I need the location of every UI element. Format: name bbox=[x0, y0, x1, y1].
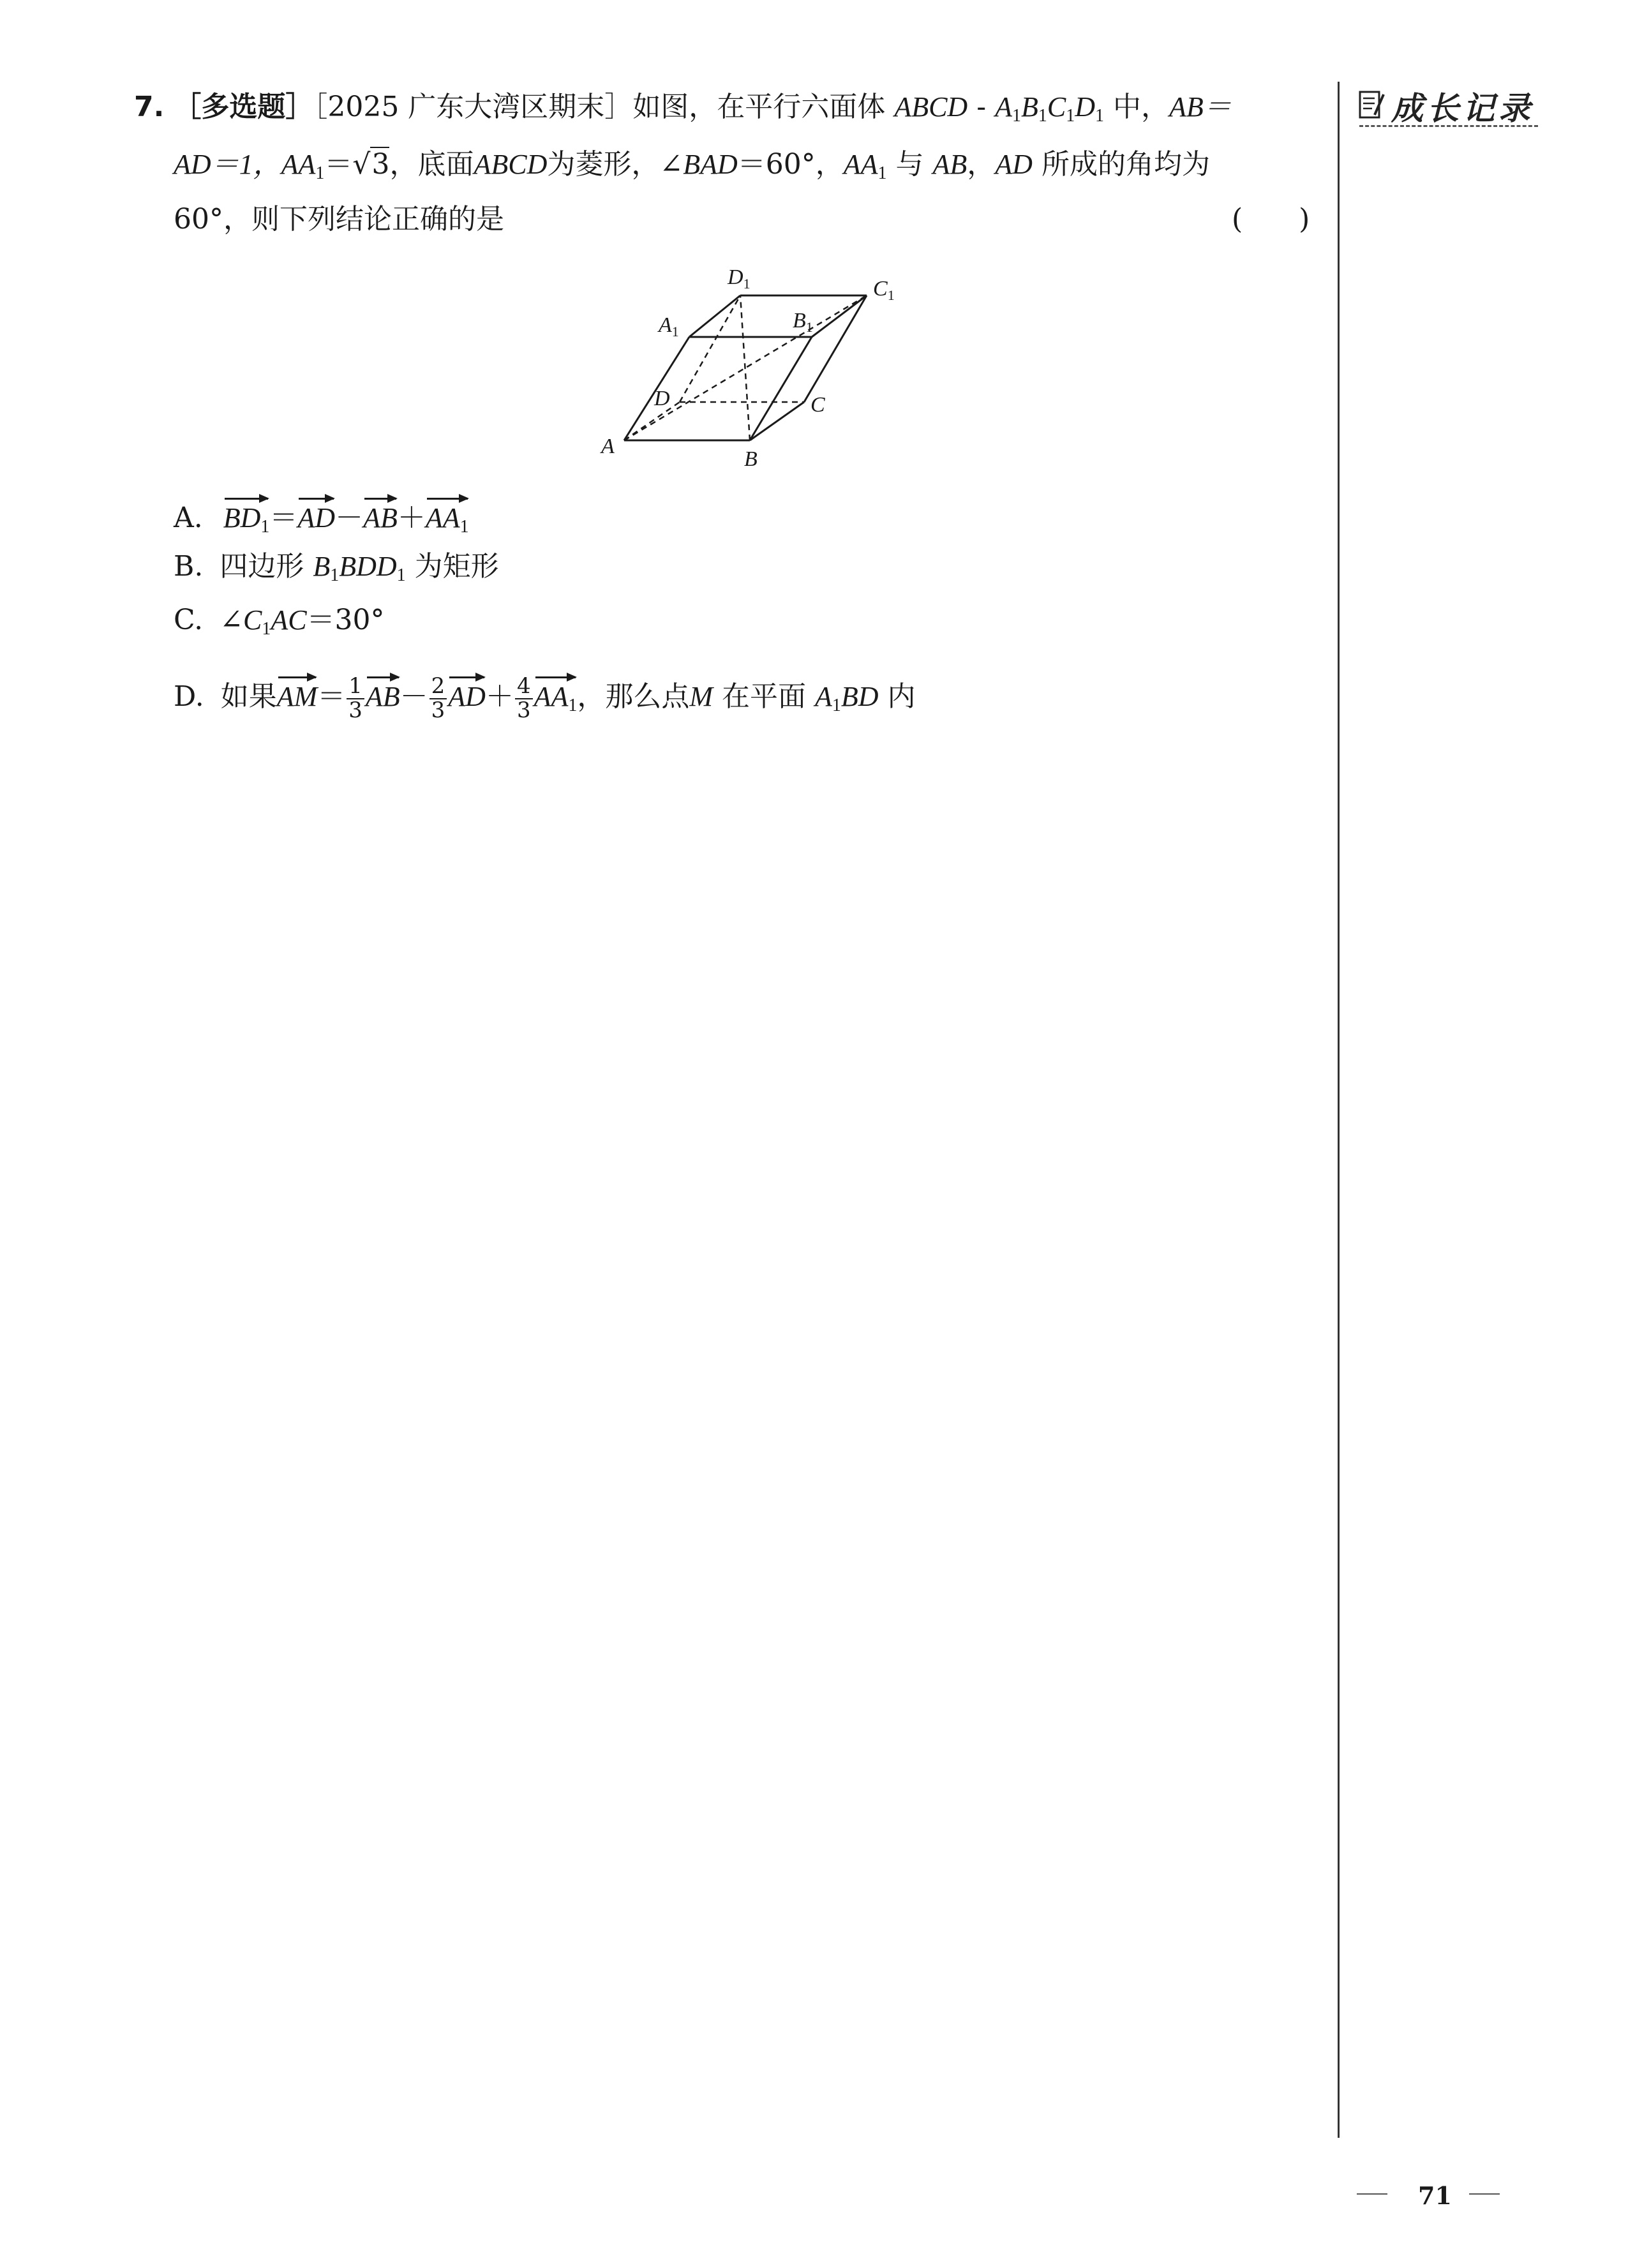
sidebar-title: 成长记录 bbox=[1391, 90, 1534, 127]
edge-A1-D1 bbox=[689, 295, 740, 337]
question-line-1: 7. ［多选题］［2025 广东大湾区期末］如图，在平行六面体 ABCD - $A_1B_1C_1D_1$ 中，AB＝ bbox=[134, 91, 1232, 126]
option-c[interactable]: C. $\angle C_1AC=30^\circ$ bbox=[174, 604, 385, 639]
edge-C-C1 bbox=[804, 295, 867, 402]
sidebar-underline bbox=[1359, 125, 1538, 127]
vector-AD: AD bbox=[297, 496, 335, 532]
diagonal-B-D1 bbox=[740, 295, 750, 440]
page-number: 71 bbox=[1418, 2181, 1452, 2210]
label-D: D bbox=[654, 387, 670, 410]
parallelepiped-figure bbox=[587, 258, 919, 475]
label-D1: $D_1$ bbox=[728, 265, 751, 292]
option-b[interactable]: B. 四边形 $B_1BDD_1$ 为矩形 bbox=[174, 550, 499, 585]
label-A1: $A_1$ bbox=[659, 313, 679, 339]
label-C1: $C_1$ bbox=[873, 277, 895, 303]
label-C: C bbox=[810, 393, 825, 417]
edge-D-D1 bbox=[680, 295, 740, 402]
edge-B1-C1 bbox=[812, 295, 867, 337]
question-line-2: AD＝1，$AA_1=√3$，底面ABCD为菱形，∠BAD＝60°，$AA_1$ 与 AB，AD 所成的角均为 bbox=[174, 148, 1210, 183]
edge-B-B1 bbox=[750, 337, 812, 440]
label-A: A bbox=[601, 435, 615, 458]
fraction-4-3: $\frac{4}{3}$ bbox=[515, 675, 533, 722]
page-number-dash-left bbox=[1357, 2193, 1387, 2195]
vector-AA1: $AA_1$ bbox=[426, 496, 469, 536]
label-B1: $B_1$ bbox=[793, 309, 813, 335]
option-d[interactable]: D. 如果AM＝ $\frac{1}{3}$ AB－ $\frac{2}{3}$ AD＋ $\frac{4}{3}$ $AA_1$，那么点M 在平面 $A_1BD$ 内 bbox=[174, 673, 916, 723]
question-line-3: 60°，则下列结论正确的是 bbox=[174, 203, 504, 235]
fraction-1-3: $\frac{1}{3}$ bbox=[347, 675, 364, 722]
vector-AB: AB bbox=[363, 496, 398, 532]
edge-B-C bbox=[750, 402, 804, 440]
fraction-2-3: $\frac{2}{3}$ bbox=[429, 675, 447, 722]
vector-BD1: $BD_1$ bbox=[223, 496, 270, 536]
vector-AM: AM bbox=[277, 675, 318, 711]
question-source: ［2025 广东大湾区期末］ bbox=[313, 91, 633, 123]
page-number-dash-right bbox=[1469, 2193, 1500, 2195]
answer-parentheses: ( ) bbox=[1232, 203, 1310, 235]
sqrt-3: √3 bbox=[352, 148, 390, 181]
question-type-tag: ［多选题］ bbox=[173, 91, 314, 123]
label-B: B bbox=[744, 447, 758, 471]
margin-divider bbox=[1338, 82, 1340, 2138]
question-number: 7. bbox=[134, 91, 165, 123]
notebook-pen-icon bbox=[1358, 89, 1387, 121]
option-a[interactable]: A. $BD_1=AD-AB+AA_1$ bbox=[174, 496, 469, 536]
edge-A-D bbox=[624, 402, 680, 440]
